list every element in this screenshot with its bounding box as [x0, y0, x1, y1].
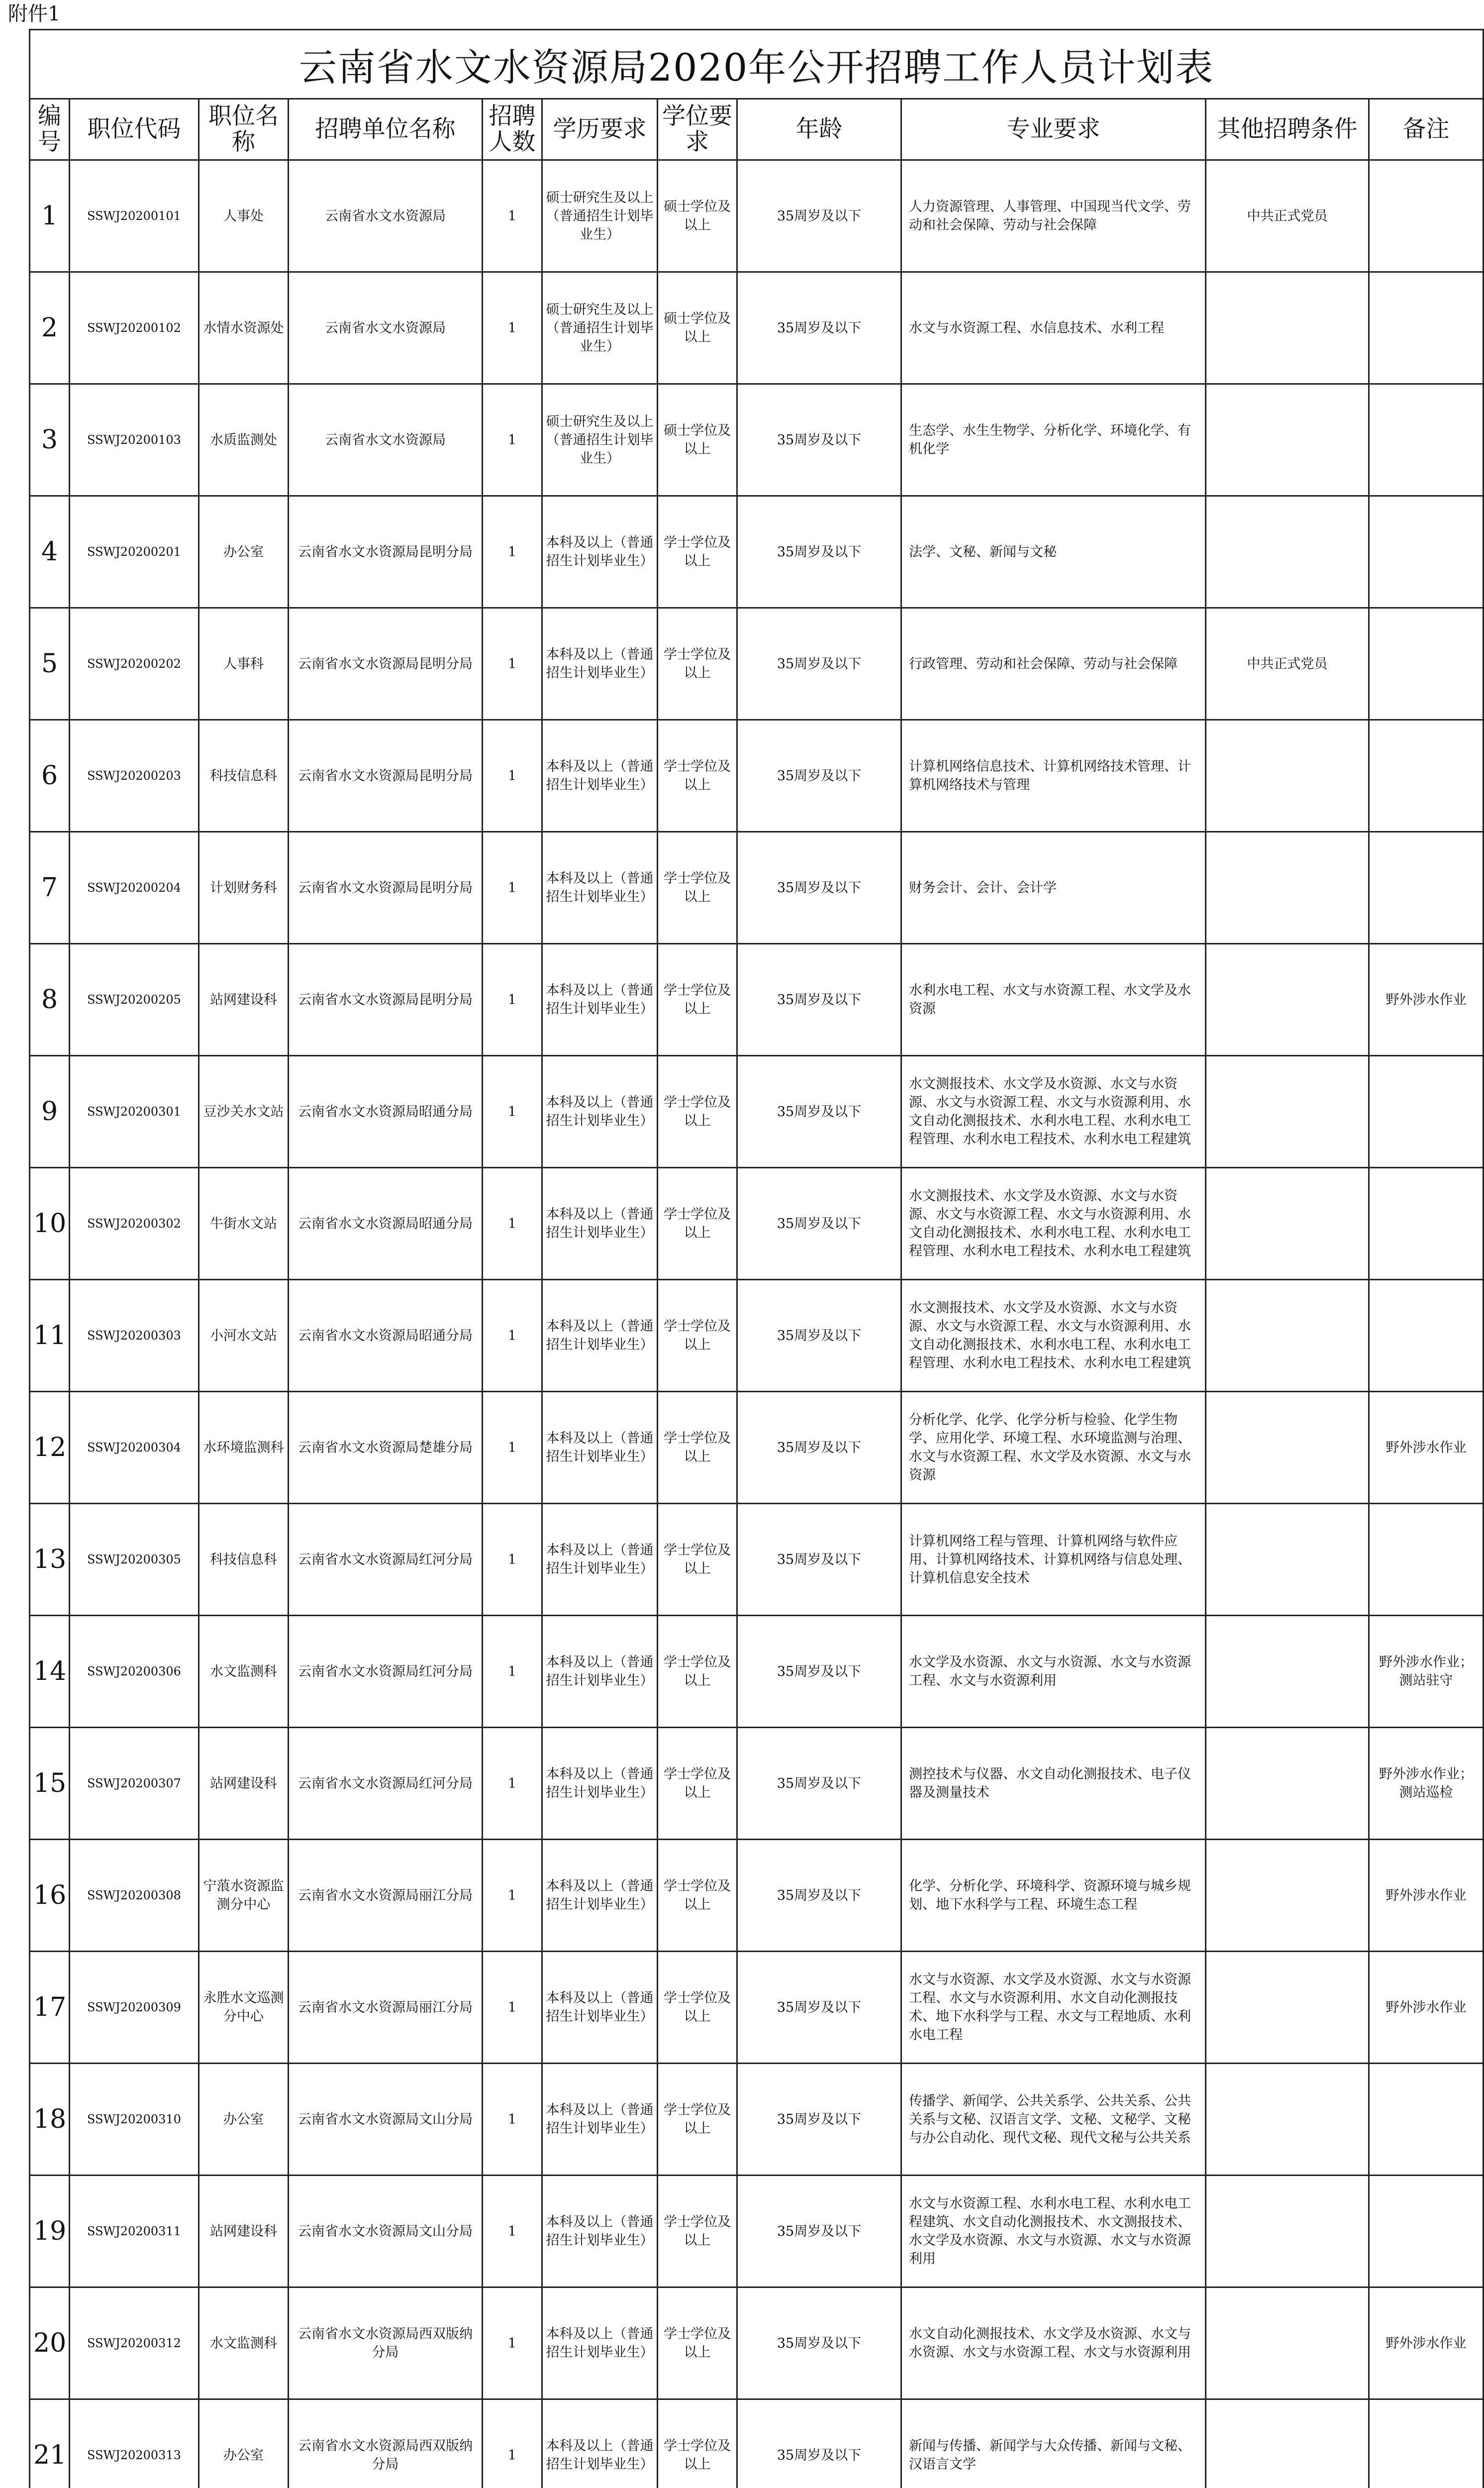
- cell-count: 1: [483, 1280, 542, 1392]
- cell-education: 本科及以上（普通招生计划毕业生）: [542, 1168, 658, 1280]
- cell-code: SSWJ20200303: [70, 1280, 199, 1392]
- table-row: [30, 2064, 1484, 2176]
- table-row: [30, 1392, 1484, 1504]
- cell-education: 本科及以上（普通招生计划毕业生）: [542, 608, 658, 720]
- table-row: [30, 160, 1484, 272]
- cell-education: 本科及以上（普通招生计划毕业生）: [542, 1616, 658, 1728]
- cell-other: [1206, 1504, 1369, 1616]
- table-row: [30, 272, 1484, 384]
- cell-position: 小河水文站: [199, 1280, 289, 1392]
- cell-count: 1: [483, 2064, 542, 2176]
- cell-remark: 野外涉水作业: [1369, 1392, 1484, 1504]
- cell-no: 2: [30, 272, 70, 384]
- cell-no: 9: [30, 1056, 70, 1168]
- annex-label: 附件1: [8, 2, 61, 25]
- cell-count: 1: [483, 832, 542, 944]
- cell-degree: 学士学位及以上: [658, 1840, 737, 1952]
- cell-position: 办公室: [199, 2064, 289, 2176]
- cell-remark: 野外涉水作业: [1369, 1840, 1484, 1952]
- cell-no: 21: [30, 2399, 70, 2488]
- cell-education: 本科及以上（普通招生计划毕业生）: [542, 944, 658, 1056]
- cell-unit: 云南省水文水资源局: [289, 384, 483, 496]
- cell-remark: [1369, 1280, 1484, 1392]
- cell-no: 6: [30, 720, 70, 832]
- cell-education: 本科及以上（普通招生计划毕业生）: [542, 1056, 658, 1168]
- cell-code: SSWJ20200305: [70, 1504, 199, 1616]
- cell-education: 本科及以上（普通招生计划毕业生）: [542, 1952, 658, 2064]
- cell-education: 本科及以上（普通招生计划毕业生）: [542, 720, 658, 832]
- cell-position: 站网建设科: [199, 944, 289, 1056]
- cell-position: 办公室: [199, 2399, 289, 2488]
- cell-position: 水环境监测科: [199, 1392, 289, 1504]
- cell-degree: 硕士学位及以上: [658, 160, 737, 272]
- cell-no: 17: [30, 1952, 70, 2064]
- cell-code: SSWJ20200308: [70, 1840, 199, 1952]
- cell-degree: 学士学位及以上: [658, 944, 737, 1056]
- cell-age: 35周岁及以下: [737, 2287, 901, 2399]
- cell-unit: 云南省水文水资源局昭通分局: [289, 1280, 483, 1392]
- cell-unit: 云南省水文水资源局红河分局: [289, 1728, 483, 1840]
- cell-remark: [1369, 720, 1484, 832]
- cell-other: [1206, 832, 1369, 944]
- table-row: [30, 384, 1484, 496]
- cell-unit: 云南省水文水资源局红河分局: [289, 1616, 483, 1728]
- cell-major: 水文测报技术、水文学及水资源、水文与水资源、水文与水资源工程、水文与水资源利用、水文自动化测报技术、水利水电工程、水利水电工程管理、水利水电工程技术、水利水电工程建筑: [901, 1168, 1206, 1280]
- table-row: [30, 2176, 1484, 2287]
- cell-major: 人力资源管理、人事管理、中国现当代文学、劳动和社会保障、劳动与社会保障: [901, 160, 1206, 272]
- cell-age: 35周岁及以下: [737, 2399, 901, 2488]
- cell-other: [1206, 272, 1369, 384]
- table-row: [30, 2287, 1484, 2399]
- cell-remark: [1369, 496, 1484, 608]
- cell-other: 中共正式党员: [1206, 608, 1369, 720]
- table-row: [30, 944, 1484, 1056]
- table-row: [30, 1168, 1484, 1280]
- cell-major: 化学、分析化学、环境科学、资源环境与城乡规划、地下水科学与工程、环境生态工程: [901, 1840, 1206, 1952]
- cell-remark: [1369, 1056, 1484, 1168]
- cell-education: 本科及以上（普通招生计划毕业生）: [542, 1728, 658, 1840]
- cell-other: [1206, 384, 1369, 496]
- cell-code: SSWJ20200204: [70, 832, 199, 944]
- cell-age: 35周岁及以下: [737, 160, 901, 272]
- cell-no: 10: [30, 1168, 70, 1280]
- cell-education: 硕士研究生及以上（普通招生计划毕业生）: [542, 272, 658, 384]
- cell-position: 豆沙关水文站: [199, 1056, 289, 1168]
- cell-position: 宁蒗水资源监测分中心: [199, 1840, 289, 1952]
- cell-unit: 云南省水文水资源局昆明分局: [289, 720, 483, 832]
- table-title: 云南省水文水资源局2020年公开招聘工作人员计划表: [30, 30, 1484, 99]
- cell-remark: [1369, 608, 1484, 720]
- cell-age: 35周岁及以下: [737, 720, 901, 832]
- cell-age: 35周岁及以下: [737, 1168, 901, 1280]
- cell-remark: [1369, 832, 1484, 944]
- cell-degree: 学士学位及以上: [658, 2287, 737, 2399]
- cell-age: 35周岁及以下: [737, 1728, 901, 1840]
- cell-education: 本科及以上（普通招生计划毕业生）: [542, 1392, 658, 1504]
- cell-count: 1: [483, 608, 542, 720]
- cell-unit: 云南省水文水资源局西双版纳分局: [289, 2287, 483, 2399]
- cell-remark: [1369, 384, 1484, 496]
- cell-no: 1: [30, 160, 70, 272]
- cell-major: 水文自动化测报技术、水文学及水资源、水文与水资源、水文与水资源工程、水文与水资源利用: [901, 2287, 1206, 2399]
- cell-age: 35周岁及以下: [737, 1504, 901, 1616]
- cell-no: 8: [30, 944, 70, 1056]
- cell-code: SSWJ20200312: [70, 2287, 199, 2399]
- cell-age: 35周岁及以下: [737, 608, 901, 720]
- table-body: [30, 160, 1484, 2488]
- cell-other: [1206, 1616, 1369, 1728]
- cell-count: 1: [483, 1840, 542, 1952]
- cell-other: [1206, 496, 1369, 608]
- cell-other: [1206, 2064, 1369, 2176]
- cell-degree: 学士学位及以上: [658, 2176, 737, 2287]
- cell-remark: [1369, 2399, 1484, 2488]
- cell-major: 财务会计、会计、会计学: [901, 832, 1206, 944]
- cell-code: SSWJ20200306: [70, 1616, 199, 1728]
- cell-code: SSWJ20200304: [70, 1392, 199, 1504]
- cell-no: 3: [30, 384, 70, 496]
- cell-position: 计划财务科: [199, 832, 289, 944]
- table-row: [30, 1952, 1484, 2064]
- cell-degree: 学士学位及以上: [658, 2399, 737, 2488]
- cell-no: 11: [30, 1280, 70, 1392]
- cell-unit: 云南省水文水资源局: [289, 160, 483, 272]
- cell-major: 法学、文秘、新闻与文秘: [901, 496, 1206, 608]
- recruitment-plan-table-wrapper: [29, 29, 1474, 2488]
- cell-position: 水情水资源处: [199, 272, 289, 384]
- cell-remark: 野外涉水作业；测站巡检: [1369, 1728, 1484, 1840]
- cell-count: 1: [483, 1952, 542, 2064]
- cell-age: 35周岁及以下: [737, 1616, 901, 1728]
- cell-other: [1206, 1840, 1369, 1952]
- cell-no: 12: [30, 1392, 70, 1504]
- cell-count: 1: [483, 384, 542, 496]
- cell-remark: 野外涉水作业: [1369, 944, 1484, 1056]
- cell-other: [1206, 1280, 1369, 1392]
- cell-remark: [1369, 2176, 1484, 2287]
- cell-major: 计算机网络信息技术、计算机网络技术管理、计算机网络技术与管理: [901, 720, 1206, 832]
- cell-code: SSWJ20200102: [70, 272, 199, 384]
- cell-unit: 云南省水文水资源局丽江分局: [289, 1952, 483, 2064]
- cell-count: 1: [483, 1392, 542, 1504]
- cell-position: 站网建设科: [199, 1728, 289, 1840]
- cell-no: 20: [30, 2287, 70, 2399]
- cell-degree: 学士学位及以上: [658, 1056, 737, 1168]
- cell-degree: 学士学位及以上: [658, 832, 737, 944]
- table-row: [30, 1280, 1484, 1392]
- cell-major: 水文测报技术、水文学及水资源、水文与水资源、水文与水资源工程、水文与水资源利用、水文自动化测报技术、水利水电工程、水利水电工程管理、水利水电工程技术、水利水电工程建筑: [901, 1056, 1206, 1168]
- cell-degree: 学士学位及以上: [658, 2064, 737, 2176]
- cell-degree: 学士学位及以上: [658, 1728, 737, 1840]
- header-code: 职位代码: [70, 99, 199, 160]
- cell-major: 水利水电工程、水文与水资源工程、水文学及水资源: [901, 944, 1206, 1056]
- cell-unit: 云南省水文水资源局昆明分局: [289, 944, 483, 1056]
- cell-major: 计算机网络工程与管理、计算机网络与软件应用、计算机网络技术、计算机网络与信息处理、计算机信息安全技术: [901, 1504, 1206, 1616]
- cell-remark: [1369, 1504, 1484, 1616]
- cell-count: 1: [483, 272, 542, 384]
- cell-unit: 云南省水文水资源局楚雄分局: [289, 1392, 483, 1504]
- cell-other: 中共正式党员: [1206, 160, 1369, 272]
- cell-education: 本科及以上（普通招生计划毕业生）: [542, 1840, 658, 1952]
- recruitment-plan-table: [29, 29, 1484, 2488]
- header-no: 编号: [30, 99, 70, 160]
- cell-other: [1206, 1952, 1369, 2064]
- table-row: [30, 1504, 1484, 1616]
- cell-education: 本科及以上（普通招生计划毕业生）: [542, 1280, 658, 1392]
- cell-code: SSWJ20200103: [70, 384, 199, 496]
- cell-education: 本科及以上（普通招生计划毕业生）: [542, 2064, 658, 2176]
- cell-other: [1206, 944, 1369, 1056]
- cell-code: SSWJ20200307: [70, 1728, 199, 1840]
- cell-no: 18: [30, 2064, 70, 2176]
- cell-no: 14: [30, 1616, 70, 1728]
- cell-unit: 云南省水文水资源局红河分局: [289, 1504, 483, 1616]
- cell-other: [1206, 1056, 1369, 1168]
- table-row: [30, 1056, 1484, 1168]
- cell-count: 1: [483, 944, 542, 1056]
- cell-count: 1: [483, 1616, 542, 1728]
- cell-no: 13: [30, 1504, 70, 1616]
- cell-no: 4: [30, 496, 70, 608]
- cell-unit: 云南省水文水资源局文山分局: [289, 2064, 483, 2176]
- header-other: 其他招聘条件: [1206, 99, 1369, 160]
- cell-remark: [1369, 160, 1484, 272]
- cell-count: 1: [483, 1168, 542, 1280]
- cell-major: 水文与水资源工程、水利水电工程、水利水电工程建筑、水文自动化测报技术、水文测报技术、水文学及水资源、水文与水资源、水文与水资源利用: [901, 2176, 1206, 2287]
- cell-unit: 云南省水文水资源局昭通分局: [289, 1056, 483, 1168]
- cell-unit: 云南省水文水资源局西双版纳分局: [289, 2399, 483, 2488]
- cell-age: 35周岁及以下: [737, 832, 901, 944]
- cell-age: 35周岁及以下: [737, 1840, 901, 1952]
- cell-other: [1206, 720, 1369, 832]
- cell-major: 行政管理、劳动和社会保障、劳动与社会保障: [901, 608, 1206, 720]
- cell-code: SSWJ20200310: [70, 2064, 199, 2176]
- cell-no: 5: [30, 608, 70, 720]
- cell-age: 35周岁及以下: [737, 496, 901, 608]
- cell-degree: 学士学位及以上: [658, 1952, 737, 2064]
- header-education: 学历要求: [542, 99, 658, 160]
- cell-education: 本科及以上（普通招生计划毕业生）: [542, 832, 658, 944]
- table-row: [30, 720, 1484, 832]
- cell-age: 35周岁及以下: [737, 2176, 901, 2287]
- header-major: 专业要求: [901, 99, 1206, 160]
- cell-unit: 云南省水文水资源局丽江分局: [289, 1840, 483, 1952]
- cell-remark: 野外涉水作业；测站驻守: [1369, 1616, 1484, 1728]
- cell-code: SSWJ20200311: [70, 2176, 199, 2287]
- cell-other: [1206, 1392, 1369, 1504]
- cell-major: 分析化学、化学、化学分析与检验、化学生物学、应用化学、环境工程、水环境监测与治理、水文与水资源工程、水文学及水资源、水文与水资源: [901, 1392, 1206, 1504]
- cell-no: 15: [30, 1728, 70, 1840]
- cell-unit: 云南省水文水资源局昆明分局: [289, 496, 483, 608]
- cell-position: 科技信息科: [199, 720, 289, 832]
- table-row: [30, 1840, 1484, 1952]
- cell-count: 1: [483, 2287, 542, 2399]
- header-age: 年龄: [737, 99, 901, 160]
- header-degree: 学位要求: [658, 99, 737, 160]
- cell-major: 传播学、新闻学、公共关系学、公共关系、公共关系与文秘、汉语言文学、文秘、文秘学、文秘与办公自动化、现代文秘、现代文秘与公共关系: [901, 2064, 1206, 2176]
- cell-unit: 云南省水文水资源局昆明分局: [289, 832, 483, 944]
- cell-age: 35周岁及以下: [737, 1392, 901, 1504]
- cell-no: 16: [30, 1840, 70, 1952]
- cell-degree: 硕士学位及以上: [658, 272, 737, 384]
- cell-code: SSWJ20200313: [70, 2399, 199, 2488]
- cell-remark: [1369, 1168, 1484, 1280]
- cell-education: 硕士研究生及以上（普通招生计划毕业生）: [542, 384, 658, 496]
- cell-count: 1: [483, 1728, 542, 1840]
- cell-age: 35周岁及以下: [737, 1056, 901, 1168]
- cell-age: 35周岁及以下: [737, 384, 901, 496]
- cell-position: 永胜水文巡测分中心: [199, 1952, 289, 2064]
- cell-other: [1206, 1168, 1369, 1280]
- cell-other: [1206, 2176, 1369, 2287]
- cell-remark: 野外涉水作业: [1369, 1952, 1484, 2064]
- cell-degree: 学士学位及以上: [658, 1280, 737, 1392]
- cell-remark: 野外涉水作业: [1369, 2287, 1484, 2399]
- cell-unit: 云南省水文水资源局文山分局: [289, 2176, 483, 2287]
- cell-count: 1: [483, 1056, 542, 1168]
- cell-count: 1: [483, 2176, 542, 2287]
- cell-position: 办公室: [199, 496, 289, 608]
- cell-other: [1206, 2399, 1369, 2488]
- cell-unit: 云南省水文水资源局昭通分局: [289, 1168, 483, 1280]
- header-remark: 备注: [1369, 99, 1484, 160]
- cell-major: 水文与水资源、水文学及水资源、水文与水资源工程、水文与水资源利用、水文自动化测报技术、地下水科学与工程、水文与工程地质、水利水电工程: [901, 1952, 1206, 2064]
- cell-count: 1: [483, 2399, 542, 2488]
- cell-count: 1: [483, 720, 542, 832]
- cell-code: SSWJ20200302: [70, 1168, 199, 1280]
- table-row: [30, 1728, 1484, 1840]
- cell-position: 人事处: [199, 160, 289, 272]
- cell-degree: 学士学位及以上: [658, 608, 737, 720]
- cell-degree: 学士学位及以上: [658, 1392, 737, 1504]
- cell-count: 1: [483, 496, 542, 608]
- cell-no: 19: [30, 2176, 70, 2287]
- cell-position: 站网建设科: [199, 2176, 289, 2287]
- header-position: 职位名称: [199, 99, 289, 160]
- cell-major: 水文学及水资源、水文与水资源、水文与水资源工程、水文与水资源利用: [901, 1616, 1206, 1728]
- cell-degree: 学士学位及以上: [658, 1168, 737, 1280]
- cell-position: 水质监测处: [199, 384, 289, 496]
- table-row: [30, 608, 1484, 720]
- cell-code: SSWJ20200201: [70, 496, 199, 608]
- cell-major: 新闻与传播、新闻学与大众传播、新闻与文秘、汉语言文学: [901, 2399, 1206, 2488]
- cell-degree: 学士学位及以上: [658, 1616, 737, 1728]
- cell-remark: [1369, 2064, 1484, 2176]
- cell-code: SSWJ20200203: [70, 720, 199, 832]
- cell-code: SSWJ20200309: [70, 1952, 199, 2064]
- table-row: [30, 832, 1484, 944]
- header-row: [30, 99, 1484, 160]
- cell-major: 水文与水资源工程、水信息技术、水利工程: [901, 272, 1206, 384]
- cell-age: 35周岁及以下: [737, 1952, 901, 2064]
- cell-degree: 学士学位及以上: [658, 496, 737, 608]
- cell-position: 水文监测科: [199, 1616, 289, 1728]
- cell-education: 本科及以上（普通招生计划毕业生）: [542, 1504, 658, 1616]
- cell-no: 7: [30, 832, 70, 944]
- cell-education: 本科及以上（普通招生计划毕业生）: [542, 496, 658, 608]
- table-row: [30, 2399, 1484, 2488]
- cell-education: 本科及以上（普通招生计划毕业生）: [542, 2399, 658, 2488]
- cell-position: 牛街水文站: [199, 1168, 289, 1280]
- cell-age: 35周岁及以下: [737, 1280, 901, 1392]
- cell-other: [1206, 2287, 1369, 2399]
- table-row: [30, 1616, 1484, 1728]
- table-row: [30, 496, 1484, 608]
- cell-major: 生态学、水生生物学、分析化学、环境化学、有机化学: [901, 384, 1206, 496]
- cell-major: 水文测报技术、水文学及水资源、水文与水资源、水文与水资源工程、水文与水资源利用、水文自动化测报技术、水利水电工程、水利水电工程管理、水利水电工程技术、水利水电工程建筑: [901, 1280, 1206, 1392]
- cell-code: SSWJ20200301: [70, 1056, 199, 1168]
- cell-unit: 云南省水文水资源局: [289, 272, 483, 384]
- cell-degree: 学士学位及以上: [658, 1504, 737, 1616]
- cell-other: [1206, 1728, 1369, 1840]
- cell-age: 35周岁及以下: [737, 272, 901, 384]
- cell-position: 人事科: [199, 608, 289, 720]
- cell-degree: 学士学位及以上: [658, 720, 737, 832]
- cell-code: SSWJ20200202: [70, 608, 199, 720]
- header-unit: 招聘单位名称: [289, 99, 483, 160]
- cell-position: 水文监测科: [199, 2287, 289, 2399]
- cell-degree: 硕士学位及以上: [658, 384, 737, 496]
- header-count: 招聘人数: [483, 99, 542, 160]
- cell-age: 35周岁及以下: [737, 2064, 901, 2176]
- cell-count: 1: [483, 1504, 542, 1616]
- cell-count: 1: [483, 160, 542, 272]
- cell-position: 科技信息科: [199, 1504, 289, 1616]
- cell-code: SSWJ20200205: [70, 944, 199, 1056]
- cell-major: 测控技术与仪器、水文自动化测报技术、电子仪器及测量技术: [901, 1728, 1206, 1840]
- cell-remark: [1369, 272, 1484, 384]
- cell-education: 本科及以上（普通招生计划毕业生）: [542, 2287, 658, 2399]
- cell-code: SSWJ20200101: [70, 160, 199, 272]
- cell-age: 35周岁及以下: [737, 944, 901, 1056]
- cell-education: 本科及以上（普通招生计划毕业生）: [542, 2176, 658, 2287]
- cell-unit: 云南省水文水资源局昆明分局: [289, 608, 483, 720]
- cell-education: 硕士研究生及以上（普通招生计划毕业生）: [542, 160, 658, 272]
